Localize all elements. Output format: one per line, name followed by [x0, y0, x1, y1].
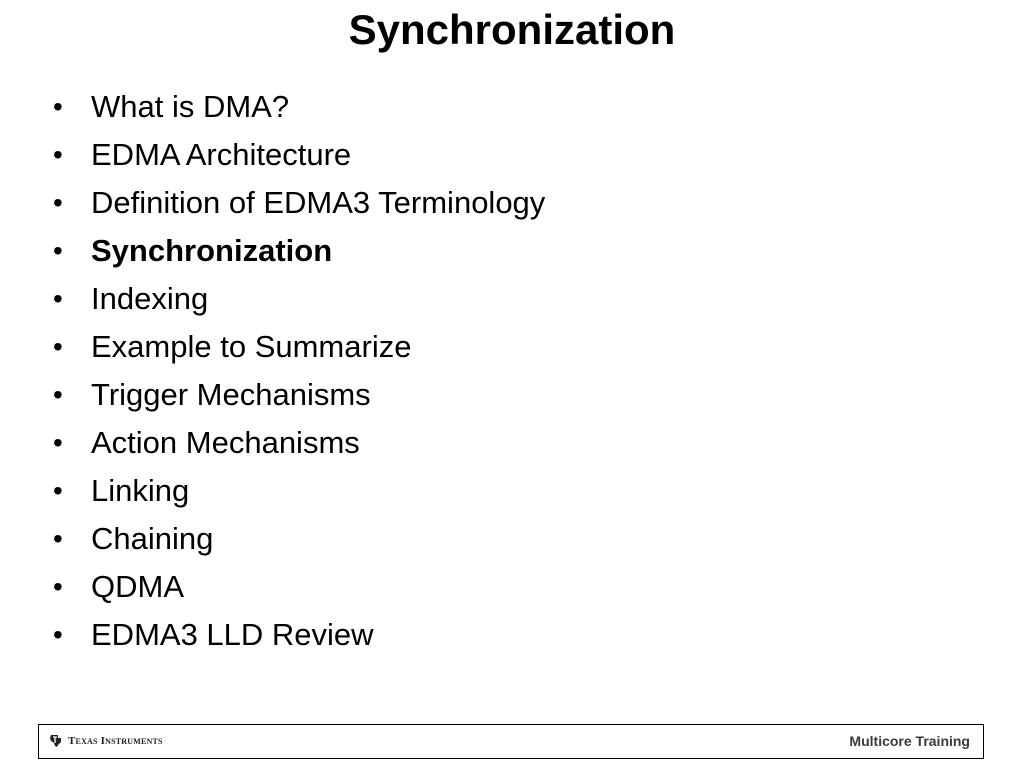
list-item-label: Example to Summarize — [91, 329, 412, 364]
list-item-current — [50, 227, 545, 275]
list-item-label: What is DMA? — [91, 89, 290, 124]
texas-instruments-logo-icon — [49, 734, 63, 748]
logo-text: Texas Instruments — [68, 735, 163, 747]
bullet-icon: • — [53, 283, 63, 314]
list-item-label: Linking — [91, 473, 190, 508]
list-item — [50, 323, 545, 371]
list-item-label: EDMA Architecture — [91, 137, 352, 172]
list-item-label: Definition of EDMA3 Terminology — [91, 185, 546, 220]
list-item-label: Synchronization — [91, 233, 333, 268]
list-item — [50, 419, 545, 467]
slide-footer — [38, 724, 984, 759]
list-item — [50, 611, 545, 659]
list-item — [50, 131, 545, 179]
bullet-icon: • — [53, 571, 63, 602]
texas-instruments-logo — [49, 734, 163, 748]
bullet-icon: • — [53, 187, 63, 218]
list-item — [50, 515, 545, 563]
bullet-icon: • — [53, 523, 63, 554]
bullet-icon: • — [53, 475, 63, 506]
list-item — [50, 371, 545, 419]
agenda-list — [50, 83, 545, 659]
list-item — [50, 179, 545, 227]
list-item — [50, 83, 545, 131]
bullet-icon: • — [53, 379, 63, 410]
list-item-label: Chaining — [91, 521, 214, 556]
slide-title: Synchronization — [348, 6, 676, 53]
bullet-icon: • — [53, 619, 63, 650]
list-item — [50, 563, 545, 611]
list-item-label: Trigger Mechanisms — [91, 377, 371, 412]
list-item-label: Action Mechanisms — [91, 425, 360, 460]
footer-course-label: Multicore Training — [849, 733, 970, 749]
bullet-icon: • — [53, 331, 63, 362]
bullet-icon: • — [53, 139, 63, 170]
list-item — [50, 275, 545, 323]
bullet-icon: • — [53, 427, 63, 458]
list-item — [50, 467, 545, 515]
bullet-icon: • — [53, 91, 63, 122]
list-item-label: EDMA3 LLD Review — [91, 617, 374, 652]
list-item-label: QDMA — [91, 569, 184, 604]
bullet-icon: • — [53, 235, 63, 266]
list-item-label: Indexing — [91, 281, 209, 316]
